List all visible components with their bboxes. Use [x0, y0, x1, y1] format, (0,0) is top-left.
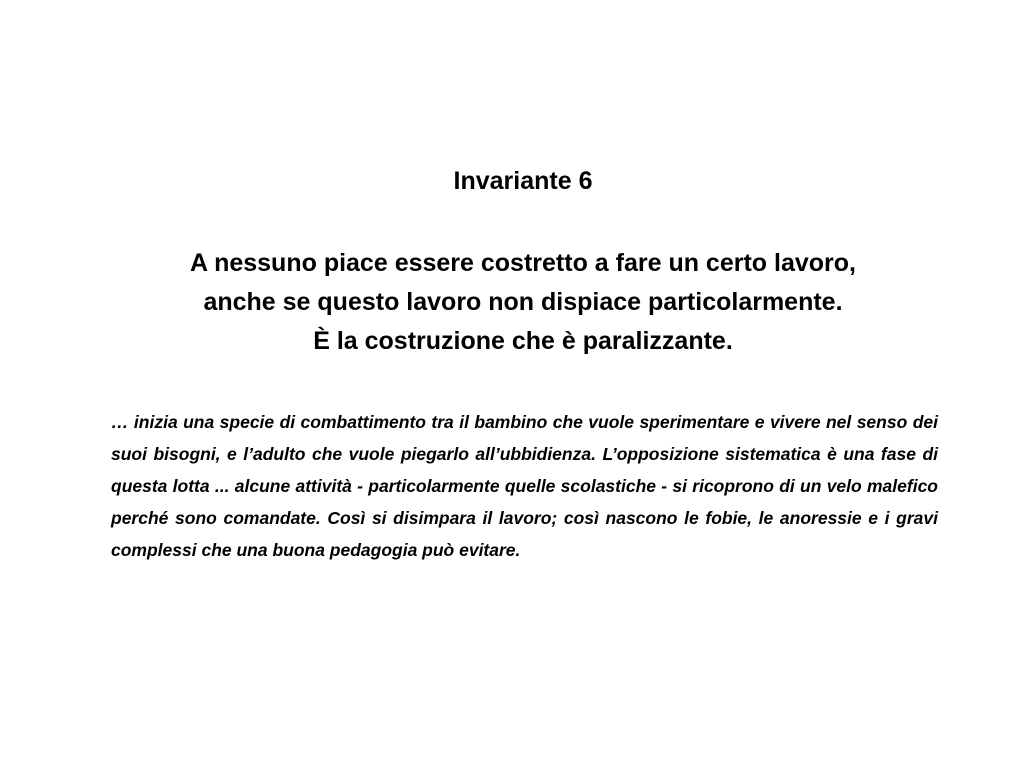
quote-paragraph: … inizia una specie di combattimento tra il bambino che vuole sperimentare e vivere nel senso dei suoi bisogni, e l’adulto che vuole piegarlo all’ubbidienza. L’opposizione sistematica è una fase di questa lotta ... alcune attività - particolarmente quelle scolastiche - si ricoprono di un velo malefico perché sono comandate. Così si disimpara il lavoro; così nascono le fobie, le anoressie e i gravi complessi che una buona pedagogia può evitare. [111, 412, 938, 560]
slide-title: Invariante 6 [453, 167, 593, 195]
statement-line: anche se questo lavoro non dispiace particolarmente. [203, 288, 843, 316]
statement-line: È la costruzione che è paralizzante. [313, 327, 733, 355]
invariant-statement [0, 244, 1024, 361]
statement-line: A nessuno piace essere costretto a fare un certo lavoro, [190, 249, 856, 277]
